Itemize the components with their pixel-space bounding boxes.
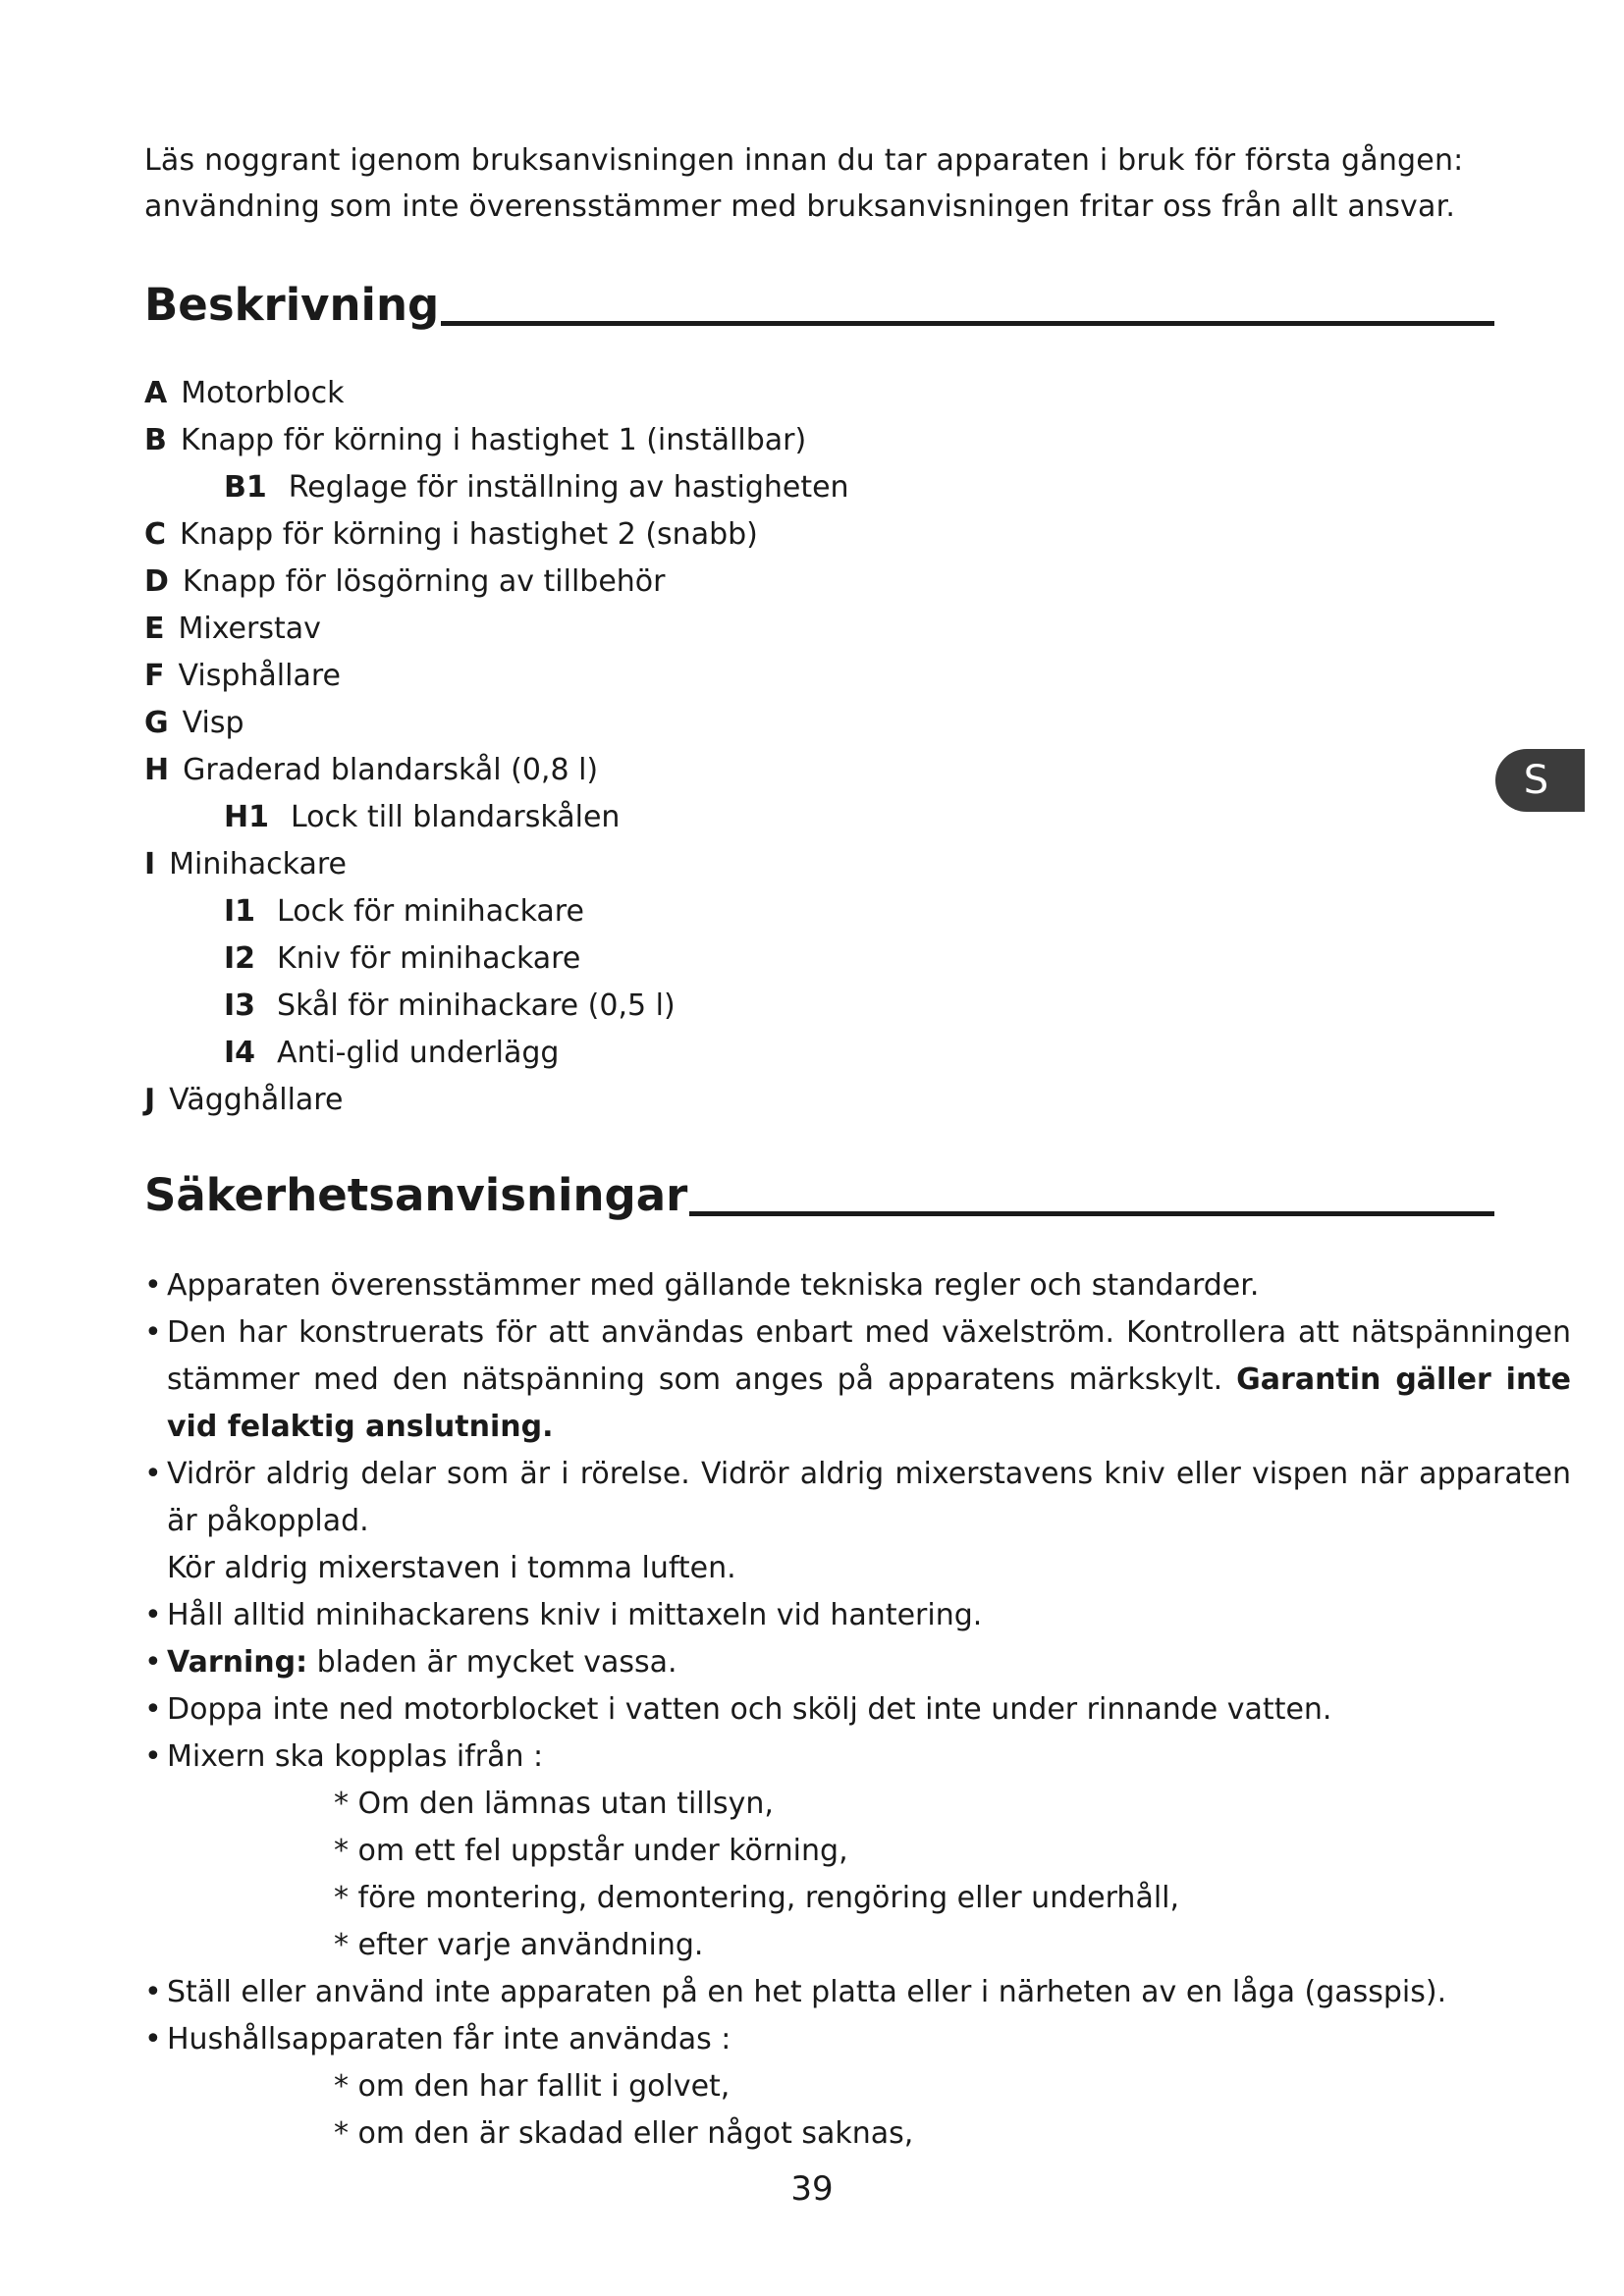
part-key: H xyxy=(144,753,170,787)
part-subitem xyxy=(144,794,1543,841)
part-item xyxy=(144,1077,1543,1124)
part-label: Lock för minihackare xyxy=(277,894,584,929)
part-label: Knapp för lösgörning av tillbehör xyxy=(182,564,666,599)
part-item xyxy=(144,370,1543,417)
intro-paragraph xyxy=(144,137,1543,230)
part-item xyxy=(144,841,1543,888)
condition-item: * Om den lämnas utan tillsyn, xyxy=(334,1787,774,1821)
bullet-icon: • xyxy=(144,1692,162,1727)
part-item xyxy=(144,606,1543,653)
safety-text: Ställ eller använd inte apparaten på en het platta eller i närheten av en låga (gasspis). xyxy=(167,1975,1447,2009)
part-key: E xyxy=(144,612,165,646)
warning-label: Varning: xyxy=(167,1645,308,1680)
bullet-icon: • xyxy=(144,1315,162,1350)
safety-heading xyxy=(144,1168,1494,1223)
part-key: I xyxy=(144,847,156,881)
safety-bullet xyxy=(144,1969,1543,2016)
part-key: F xyxy=(144,659,165,693)
safety-text-normal: Den har konstruerats för att användas enbart med växelström. Kontrollera att nätspänningen stämmer med den nätspänning som anges på apparatens märkskylt. xyxy=(167,1315,1571,1397)
language-tab xyxy=(1495,749,1585,812)
part-key: B1 xyxy=(224,470,267,505)
part-key: D xyxy=(144,564,169,599)
bullet-icon: • xyxy=(144,1975,162,2009)
safety-bullet xyxy=(144,1451,1571,1592)
part-key: I2 xyxy=(224,941,256,976)
part-label: Knapp för körning i hastighet 1 (inställbar) xyxy=(180,423,807,457)
page-number: 39 xyxy=(790,2169,834,2209)
part-key: H1 xyxy=(224,800,269,834)
part-key: C xyxy=(144,517,167,552)
part-item xyxy=(144,559,1543,606)
part-label: Visphållare xyxy=(178,659,341,693)
safety-bullet xyxy=(144,1309,1571,1451)
do-not-use-conditions xyxy=(167,2063,1543,2158)
part-key: G xyxy=(144,706,169,740)
part-label: Vägghållare xyxy=(169,1083,344,1117)
part-subitem xyxy=(144,1030,1543,1077)
part-key: I1 xyxy=(224,894,256,929)
part-label: Minihackare xyxy=(169,847,347,881)
heading-underline xyxy=(441,321,1494,326)
language-tab-label: S xyxy=(1523,758,1549,803)
description-heading xyxy=(144,278,1494,333)
parts-list xyxy=(144,370,1543,1124)
part-item xyxy=(144,511,1543,559)
safety-bullet xyxy=(144,1734,1543,1969)
condition-item: * efter varje användning. xyxy=(334,1928,704,1962)
bullet-icon: • xyxy=(144,1645,162,1680)
description-heading-text: Beskrivning xyxy=(144,279,440,331)
condition-item: * före montering, demontering, rengöring eller underhåll, xyxy=(334,1881,1180,1915)
safety-bullet xyxy=(144,1686,1543,1734)
part-key: A xyxy=(144,376,168,410)
part-key: I4 xyxy=(224,1036,256,1070)
part-label: Skål för minihackare (0,5 l) xyxy=(277,988,676,1023)
part-label: Lock till blandarskålen xyxy=(290,800,621,834)
safety-text: Håll alltid minihackarens kniv i mittaxeln vid hantering. xyxy=(167,1598,983,1632)
part-label: Knapp för körning i hastighet 2 (snabb) xyxy=(180,517,758,552)
part-label: Mixerstav xyxy=(178,612,321,646)
part-key: J xyxy=(144,1083,156,1117)
safety-bullet xyxy=(144,1262,1543,1309)
heading-underline xyxy=(689,1211,1494,1216)
bullet-icon: • xyxy=(144,1739,162,1774)
condition-item: * om ett fel uppstår under körning, xyxy=(334,1834,848,1868)
part-label: Visp xyxy=(182,706,244,740)
condition-item: * om den är skadad eller något saknas, xyxy=(334,2116,914,2151)
part-label: Kniv för minihackare xyxy=(277,941,581,976)
part-key: B xyxy=(144,423,167,457)
bullet-icon: • xyxy=(144,1457,162,1491)
part-label: Reglage för inställning av hastigheten xyxy=(288,470,849,505)
bullet-icon: • xyxy=(144,1598,162,1632)
safety-bullet xyxy=(144,2016,1543,2158)
disconnect-conditions xyxy=(167,1781,1543,1969)
safety-heading-text: Säkerhetsanvisningar xyxy=(144,1169,688,1221)
warranty-note: Garantin gäller inte vid felaktig anslutning. xyxy=(167,1362,1571,1444)
bullet-icon: • xyxy=(144,1268,162,1303)
bullet-icon: • xyxy=(144,2022,162,2056)
part-key: I3 xyxy=(224,988,256,1023)
safety-bullet xyxy=(144,1592,1543,1639)
part-item xyxy=(144,417,1543,464)
safety-text-extra: Kör aldrig mixerstaven i tomma luften. xyxy=(167,1551,736,1585)
safety-bullet xyxy=(144,1639,1543,1686)
part-item xyxy=(144,747,1543,794)
manual-page xyxy=(144,137,1571,2158)
safety-text: Apparaten överensstämmer med gällande tekniska regler och standarder. xyxy=(167,1268,1260,1303)
warning-text: bladen är mycket vassa. xyxy=(307,1645,677,1680)
safety-text: Hushållsapparaten får inte användas : xyxy=(167,2022,731,2056)
safety-text xyxy=(167,1309,1571,1451)
part-subitem xyxy=(144,464,1543,511)
condition-item: * om den har fallit i golvet, xyxy=(334,2069,731,2104)
safety-text: Doppa inte ned motorblocket i vatten och skölj det inte under rinnande vatten. xyxy=(167,1692,1332,1727)
part-label: Anti-glid underlägg xyxy=(277,1036,560,1070)
safety-list xyxy=(144,1262,1571,2158)
part-subitem xyxy=(144,983,1543,1030)
part-subitem xyxy=(144,935,1543,983)
safety-text: Mixern ska kopplas ifrån : xyxy=(167,1739,544,1774)
part-subitem xyxy=(144,888,1543,935)
part-label: Graderad blandarskål (0,8 l) xyxy=(183,753,599,787)
part-item xyxy=(144,700,1543,747)
part-item xyxy=(144,653,1543,700)
intro-line-2: användning som inte överensstämmer med bruksanvisningen fritar oss från allt ansvar. xyxy=(144,189,1456,224)
intro-line-1: Läs noggrant igenom bruksanvisningen innan du tar apparaten i bruk för första gången: xyxy=(144,143,1464,178)
safety-text xyxy=(167,1639,1543,1686)
safety-text: Vidrör aldrig delar som är i rörelse. Vidrör aldrig mixerstavens kniv eller vispen när apparaten är påkopplad. xyxy=(167,1457,1571,1538)
part-label: Motorblock xyxy=(181,376,345,410)
